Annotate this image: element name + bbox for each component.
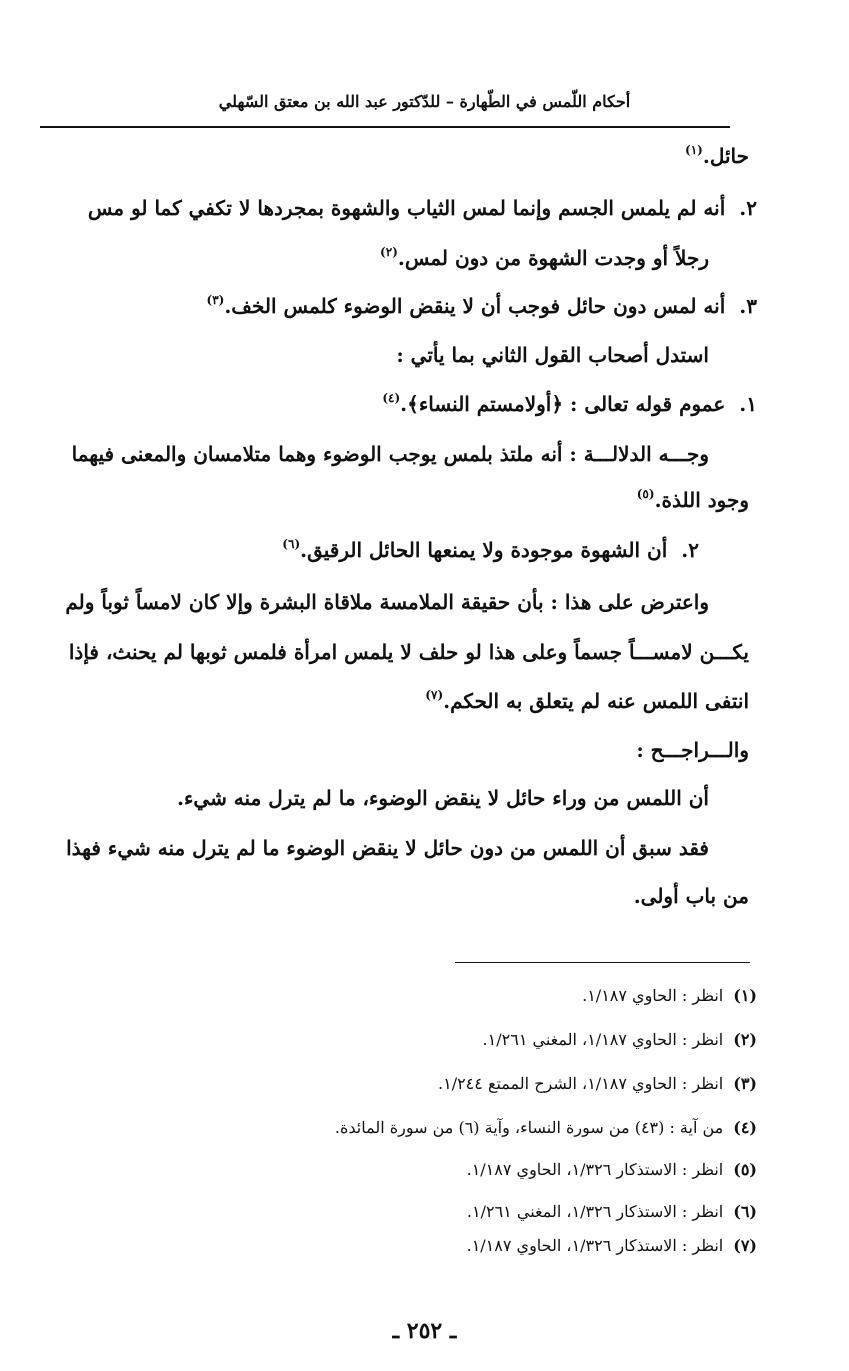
footnote-text: من آية : (٤٣) من سورة النساء، وآية (٦) من سورة المائدة. [334,1118,724,1137]
body-line-4 [206,293,758,318]
footnote-ref: (٤) [382,391,401,405]
footnote-divider [455,962,750,963]
header-divider [40,126,730,128]
body-line-16 [634,886,749,906]
body-line-3 [380,245,709,270]
footnote-ref: (١) [685,143,703,157]
footnote-text: انظر : الاستذكار ١/٣٢٦، المغني ١/٢٦١. [466,1202,724,1221]
footnote-number: (١) [733,986,757,1005]
footnote-text: انظر : الاستذكار ١/٣٢٦، الحاوي ١/١٨٧. [466,1236,724,1255]
footnote-2 [483,1032,757,1048]
body-line-10 [65,592,709,612]
footnote-number: (٢) [733,1030,757,1049]
running-header: أحكام اللّمس في الطّهارة – للدّكتور عبد الله بن معتق السّهلي [218,92,631,111]
body-line-13 [636,740,749,760]
line-text: عموم قوله تعالى : ﴿أولامستم النساء﴾. [400,392,726,416]
footnote-number: (٤) [733,1118,757,1137]
list-number: ٢. [681,538,699,562]
footnote-3 [438,1076,757,1092]
footnote-ref: (٣) [206,293,225,307]
line-text: والـــراجـــح : [636,738,749,762]
line-text: فقد سبق أن اللمس من دون حائل لا ينقض الوضوء ما لم يترل منه شيء فهذا [66,836,709,860]
body-line-8 [636,487,749,512]
line-text: استدل أصحاب القول الثاني بما يأتي : [396,343,709,367]
footnote-ref: (٧) [425,688,444,702]
footnote-text: انظر : الحاوي ١/١٨٧، الشرح الممتع ١/٢٤٤. [438,1074,724,1093]
line-text: أنه لمس دون حائل فوجب أن لا ينقض الوضوء كلمس الخف. [224,294,726,318]
footnote-6 [467,1204,757,1220]
footnote-ref: (٥) [636,487,655,501]
footnote-1 [582,988,757,1004]
footnote-ref: (٦) [282,537,301,551]
footnote-number: (٣) [733,1074,757,1093]
body-line-1 [685,143,749,168]
footnote-ref: (٢) [380,245,398,259]
body-line-15 [66,838,709,858]
page-number: ـ ٢٥٢ ـ [392,1318,457,1344]
line-text: أن اللمس من وراء حائل لا ينقض الوضوء، ما لم يترل منه شيء. [177,786,709,810]
list-number: ٢. [739,196,757,220]
footnote-4 [335,1120,757,1136]
body-line-7 [72,444,709,464]
body-line-5 [396,345,709,365]
line-text: انتفى اللمس عنه لم يتعلق به الحكم. [443,689,749,713]
line-text: واعترض على هذا : بأن حقيقة الملامسة ملاقاة البشرة وإلا كان لامساً ثوباً ولم [65,590,709,614]
body-line-14 [177,788,709,808]
footnote-number: (٦) [733,1202,757,1221]
body-line-11 [69,642,749,662]
list-number: ٣. [739,294,757,318]
line-text: يكـــن لامســـاً جسماً وعلى هذا لو حلف لا يلمس امرأة فلمس ثوبها لم يحنث، فإذا [68,640,749,664]
footnote-number: (٧) [733,1236,757,1255]
line-text: أن الشهوة موجودة ولا يمنعها الحائل الرقيق. [300,538,668,562]
footnote-text: انظر : الحاوي ١/١٨٧. [582,986,724,1005]
line-text: من باب أولى. [633,884,749,908]
list-number: ١. [739,392,757,416]
footnote-text: انظر : الاستذكار ١/٣٢٦، الحاوي ١/١٨٧. [466,1160,724,1179]
line-text: وجـــه الدلالـــة : أنه ملتذ بلمس يوجب الوضوء وهما متلامسان والمعنى فيهما [71,442,709,466]
footnote-7 [467,1238,757,1254]
line-text: وجود اللذة. [654,488,749,512]
body-line-6 [382,391,757,416]
footnote-number: (٥) [733,1160,757,1179]
line-text: رجلاً أو وجدت الشهوة من دون لمس. [397,246,709,270]
body-line-12 [425,688,749,713]
body-line-9 [282,537,699,562]
footnote-5 [467,1162,757,1178]
line-text: أنه لم يلمس الجسم وإنما لمس الثياب والشهوة بمجردها لا تكفي كما لو مس [87,196,726,220]
line-text: حائل. [702,144,749,168]
body-line-2 [88,198,757,218]
footnote-text: انظر : الحاوي ١/١٨٧، المغني ١/٢٦١. [482,1030,724,1049]
